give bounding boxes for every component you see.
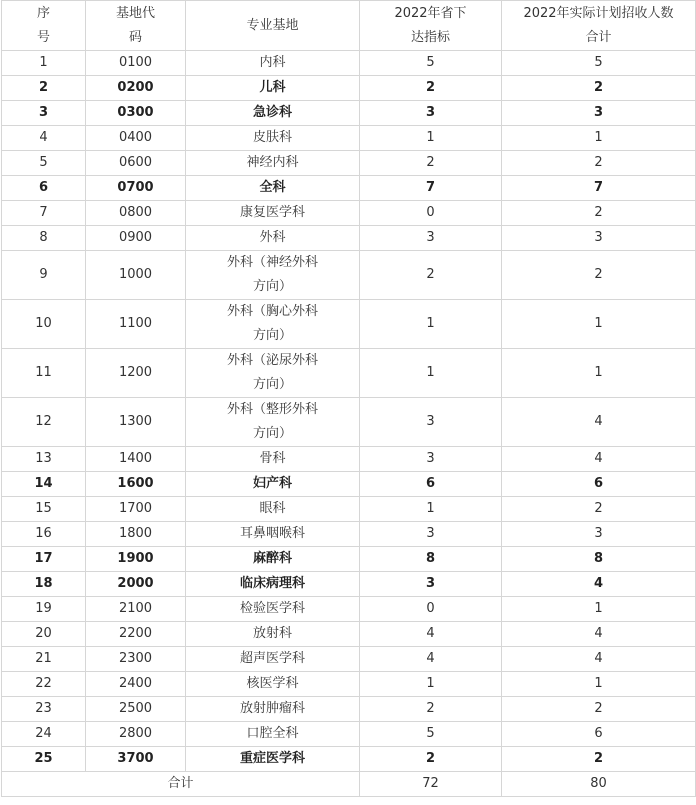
cell-provincial: 4 bbox=[360, 622, 502, 647]
cell-actual: 1 bbox=[502, 300, 696, 349]
table-row bbox=[2, 647, 696, 672]
table-row bbox=[2, 547, 696, 572]
table-row bbox=[2, 226, 696, 251]
cell-actual: 4 bbox=[502, 647, 696, 672]
cell-provincial: 1 bbox=[360, 126, 502, 151]
cell-name bbox=[186, 472, 360, 497]
cell-name bbox=[186, 522, 360, 547]
header-provincial: 2022年省下达指标 bbox=[360, 1, 502, 51]
cell-seq: 7 bbox=[2, 201, 86, 226]
table-row bbox=[2, 622, 696, 647]
specialty-label: 外科（神经外科方向） bbox=[226, 255, 318, 294]
cell-provincial: 4 bbox=[360, 647, 502, 672]
specialty-label: 皮肤科 bbox=[252, 130, 292, 145]
cell-code: 1000 bbox=[86, 251, 186, 300]
cell-seq: 4 bbox=[2, 126, 86, 151]
cell-seq: 23 bbox=[2, 697, 86, 722]
cell-actual: 6 bbox=[502, 722, 696, 747]
cell-code: 2300 bbox=[86, 647, 186, 672]
cell-code: 3700 bbox=[86, 747, 186, 772]
cell-code: 0200 bbox=[86, 76, 186, 101]
cell-seq: 8 bbox=[2, 226, 86, 251]
cell-seq: 9 bbox=[2, 251, 86, 300]
table-row bbox=[2, 447, 696, 472]
cell-code: 1400 bbox=[86, 447, 186, 472]
table-row bbox=[2, 597, 696, 622]
total-label: 合计 bbox=[2, 772, 360, 797]
specialty-label: 眼科 bbox=[259, 501, 286, 516]
specialty-label: 外科（泌尿外科方向） bbox=[226, 353, 318, 392]
cell-seq: 13 bbox=[2, 447, 86, 472]
cell-provincial: 2 bbox=[360, 697, 502, 722]
cell-name bbox=[186, 201, 360, 226]
total-actual: 80 bbox=[502, 772, 696, 797]
cell-provincial: 2 bbox=[360, 747, 502, 772]
cell-provincial: 6 bbox=[360, 472, 502, 497]
cell-code: 2800 bbox=[86, 722, 186, 747]
specialty-label: 骨科 bbox=[259, 451, 286, 466]
table-row bbox=[2, 472, 696, 497]
cell-provincial: 5 bbox=[360, 722, 502, 747]
cell-name bbox=[186, 647, 360, 672]
cell-actual: 2 bbox=[502, 747, 696, 772]
specialty-label: 外科 bbox=[259, 230, 286, 245]
header-code: 基地代码 bbox=[86, 1, 186, 51]
specialty-label: 放射肿瘤科 bbox=[239, 701, 305, 716]
cell-actual: 3 bbox=[502, 226, 696, 251]
cell-name bbox=[186, 226, 360, 251]
cell-seq: 17 bbox=[2, 547, 86, 572]
cell-name bbox=[186, 747, 360, 772]
cell-code: 2500 bbox=[86, 697, 186, 722]
cell-actual: 1 bbox=[502, 672, 696, 697]
cell-actual: 3 bbox=[502, 101, 696, 126]
cell-provincial: 3 bbox=[360, 101, 502, 126]
specialty-label: 神经内科 bbox=[246, 155, 299, 170]
total-provincial: 72 bbox=[360, 772, 502, 797]
specialty-label: 临床病理科 bbox=[239, 576, 305, 591]
cell-actual: 4 bbox=[502, 398, 696, 447]
cell-seq: 3 bbox=[2, 101, 86, 126]
specialty-label: 内科 bbox=[259, 55, 286, 70]
cell-seq: 16 bbox=[2, 522, 86, 547]
cell-actual: 4 bbox=[502, 447, 696, 472]
cell-code: 2000 bbox=[86, 572, 186, 597]
cell-code: 1100 bbox=[86, 300, 186, 349]
cell-provincial: 1 bbox=[360, 300, 502, 349]
header-row bbox=[2, 1, 696, 51]
cell-code: 2200 bbox=[86, 622, 186, 647]
cell-code: 1800 bbox=[86, 522, 186, 547]
cell-name bbox=[186, 300, 360, 349]
cell-code: 0900 bbox=[86, 226, 186, 251]
cell-code: 0600 bbox=[86, 151, 186, 176]
cell-name bbox=[186, 398, 360, 447]
cell-seq: 1 bbox=[2, 51, 86, 76]
cell-code: 0100 bbox=[86, 51, 186, 76]
quota-table bbox=[1, 0, 696, 797]
cell-name bbox=[186, 251, 360, 300]
cell-name bbox=[186, 126, 360, 151]
specialty-label: 放射科 bbox=[252, 626, 292, 641]
cell-seq: 19 bbox=[2, 597, 86, 622]
cell-code: 0400 bbox=[86, 126, 186, 151]
cell-seq: 24 bbox=[2, 722, 86, 747]
cell-actual: 5 bbox=[502, 51, 696, 76]
specialty-label: 重症医学科 bbox=[239, 751, 305, 766]
table-row bbox=[2, 522, 696, 547]
cell-actual: 8 bbox=[502, 547, 696, 572]
cell-name bbox=[186, 151, 360, 176]
cell-actual: 4 bbox=[502, 572, 696, 597]
cell-actual: 2 bbox=[502, 201, 696, 226]
table-row bbox=[2, 201, 696, 226]
specialty-label: 外科（整形外科方向） bbox=[226, 402, 318, 441]
table-row bbox=[2, 176, 696, 201]
cell-name bbox=[186, 447, 360, 472]
cell-name bbox=[186, 349, 360, 398]
table-row bbox=[2, 151, 696, 176]
cell-seq: 21 bbox=[2, 647, 86, 672]
cell-seq: 18 bbox=[2, 572, 86, 597]
cell-actual: 4 bbox=[502, 622, 696, 647]
table-row bbox=[2, 497, 696, 522]
table-row bbox=[2, 300, 696, 349]
cell-actual: 6 bbox=[502, 472, 696, 497]
cell-seq: 2 bbox=[2, 76, 86, 101]
cell-code: 1600 bbox=[86, 472, 186, 497]
cell-seq: 20 bbox=[2, 622, 86, 647]
cell-actual: 1 bbox=[502, 126, 696, 151]
specialty-label: 康复医学科 bbox=[239, 205, 305, 220]
specialty-label: 核医学科 bbox=[246, 676, 299, 691]
cell-provincial: 8 bbox=[360, 547, 502, 572]
cell-code: 1200 bbox=[86, 349, 186, 398]
cell-actual: 2 bbox=[502, 497, 696, 522]
table-row bbox=[2, 722, 696, 747]
cell-actual: 2 bbox=[502, 697, 696, 722]
table-row bbox=[2, 349, 696, 398]
cell-seq: 11 bbox=[2, 349, 86, 398]
cell-code: 1700 bbox=[86, 497, 186, 522]
total-row bbox=[2, 772, 696, 797]
cell-provincial: 1 bbox=[360, 672, 502, 697]
specialty-label: 急诊科 bbox=[252, 105, 292, 120]
table-row bbox=[2, 101, 696, 126]
cell-name bbox=[186, 176, 360, 201]
specialty-label: 麻醉科 bbox=[252, 551, 292, 566]
header-seq: 序号 bbox=[2, 1, 86, 51]
table-row bbox=[2, 697, 696, 722]
table-row bbox=[2, 398, 696, 447]
cell-name bbox=[186, 51, 360, 76]
cell-provincial: 1 bbox=[360, 497, 502, 522]
cell-provincial: 2 bbox=[360, 251, 502, 300]
specialty-label: 检验医学科 bbox=[239, 601, 305, 616]
table-row bbox=[2, 76, 696, 101]
cell-code: 0700 bbox=[86, 176, 186, 201]
specialty-label: 妇产科 bbox=[252, 476, 292, 491]
cell-actual: 1 bbox=[502, 349, 696, 398]
cell-actual: 1 bbox=[502, 597, 696, 622]
table-row bbox=[2, 51, 696, 76]
cell-actual: 2 bbox=[502, 151, 696, 176]
cell-name bbox=[186, 697, 360, 722]
cell-name bbox=[186, 672, 360, 697]
cell-provincial: 3 bbox=[360, 522, 502, 547]
cell-provincial: 3 bbox=[360, 447, 502, 472]
cell-name bbox=[186, 622, 360, 647]
specialty-label: 儿科 bbox=[259, 80, 286, 95]
table-row bbox=[2, 251, 696, 300]
cell-actual: 7 bbox=[502, 176, 696, 201]
header-actual: 2022年实际计划招收人数合计 bbox=[502, 1, 696, 51]
cell-seq: 15 bbox=[2, 497, 86, 522]
specialty-label: 口腔全科 bbox=[246, 726, 299, 741]
cell-code: 2400 bbox=[86, 672, 186, 697]
cell-name bbox=[186, 101, 360, 126]
cell-code: 2100 bbox=[86, 597, 186, 622]
table-row bbox=[2, 572, 696, 597]
cell-provincial: 2 bbox=[360, 151, 502, 176]
cell-provincial: 5 bbox=[360, 51, 502, 76]
table-row bbox=[2, 747, 696, 772]
cell-provincial: 1 bbox=[360, 349, 502, 398]
cell-seq: 6 bbox=[2, 176, 86, 201]
cell-code: 0300 bbox=[86, 101, 186, 126]
cell-name bbox=[186, 597, 360, 622]
specialty-label: 全科 bbox=[259, 180, 286, 195]
cell-name bbox=[186, 722, 360, 747]
cell-seq: 5 bbox=[2, 151, 86, 176]
cell-provincial: 0 bbox=[360, 597, 502, 622]
cell-seq: 12 bbox=[2, 398, 86, 447]
cell-actual: 2 bbox=[502, 76, 696, 101]
cell-provincial: 3 bbox=[360, 398, 502, 447]
cell-code: 1300 bbox=[86, 398, 186, 447]
cell-provincial: 0 bbox=[360, 201, 502, 226]
cell-code: 0800 bbox=[86, 201, 186, 226]
specialty-label: 外科（胸心外科方向） bbox=[226, 304, 318, 343]
cell-seq: 22 bbox=[2, 672, 86, 697]
cell-name bbox=[186, 547, 360, 572]
cell-provincial: 3 bbox=[360, 226, 502, 251]
header-name: 专业基地 bbox=[186, 1, 360, 51]
cell-seq: 25 bbox=[2, 747, 86, 772]
cell-name bbox=[186, 497, 360, 522]
cell-provincial: 7 bbox=[360, 176, 502, 201]
cell-seq: 10 bbox=[2, 300, 86, 349]
cell-provincial: 3 bbox=[360, 572, 502, 597]
cell-seq: 14 bbox=[2, 472, 86, 497]
cell-code: 1900 bbox=[86, 547, 186, 572]
cell-name bbox=[186, 572, 360, 597]
table-body bbox=[2, 51, 696, 772]
table-row bbox=[2, 126, 696, 151]
specialty-label: 超声医学科 bbox=[239, 651, 305, 666]
cell-name bbox=[186, 76, 360, 101]
cell-actual: 2 bbox=[502, 251, 696, 300]
cell-actual: 3 bbox=[502, 522, 696, 547]
specialty-label: 耳鼻咽喉科 bbox=[239, 526, 305, 541]
table-row bbox=[2, 672, 696, 697]
cell-provincial: 2 bbox=[360, 76, 502, 101]
